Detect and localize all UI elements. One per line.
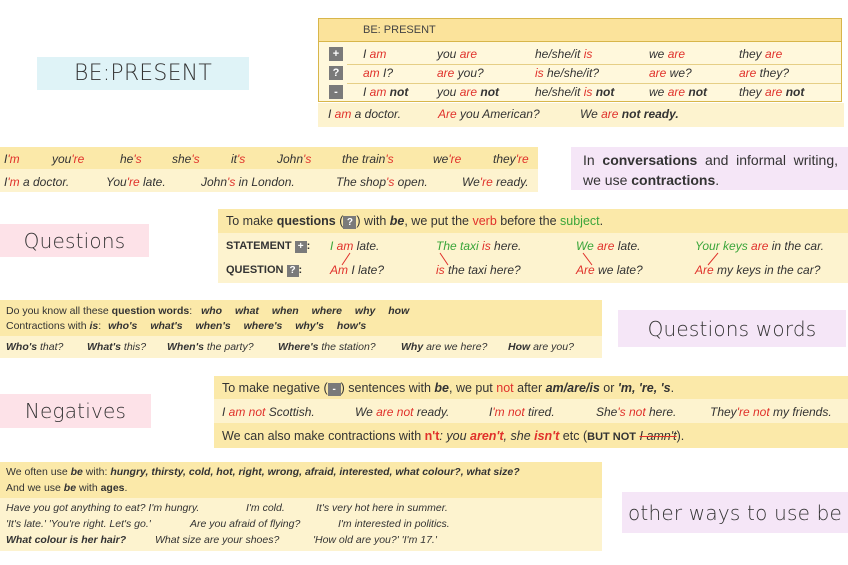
qw-example: How are you? — [508, 341, 574, 353]
statement-example: The taxi is here. — [436, 239, 522, 253]
be-present-label — [37, 57, 249, 90]
qw-example: What's this? — [87, 341, 147, 353]
contraction: you're — [52, 152, 85, 166]
question-example: is the taxi here? — [436, 263, 521, 277]
question-label: QUESTION ? : — [226, 264, 303, 276]
negatives-rule: To make negative ( - ) sentences with be, we put not after am/are/is or 'm, 're, 's. — [222, 381, 675, 395]
other-ways-example: 'It's late.' 'You're right. Let's go.' — [6, 518, 151, 530]
contraction-note: In conversations and informal writing, we use contractions. — [571, 147, 848, 190]
be-cell: you are — [437, 47, 478, 61]
other-ways-line2: And we use be with ages. — [6, 482, 128, 494]
qw-example: Where's the station? — [278, 341, 376, 353]
negative-example: We are not ready. — [355, 405, 450, 419]
be-cell: they are — [739, 47, 783, 61]
be-example: We are not ready. — [580, 107, 679, 121]
be-cell: we are — [649, 47, 686, 61]
contraction-example: The shop's open. — [336, 175, 428, 189]
question-example: Am I late? — [330, 263, 385, 277]
be-example: I am a doctor. — [328, 107, 401, 121]
qw-example: When's the party? — [167, 341, 254, 353]
swap-arrows — [218, 233, 848, 283]
questions-words-label — [618, 310, 846, 347]
contraction: we're — [433, 152, 462, 166]
question-example: Are my keys in the car? — [695, 263, 821, 277]
be-cell: are they? — [739, 66, 790, 80]
other-ways-example: What colour is her hair? — [6, 534, 127, 546]
contraction: they're — [493, 152, 529, 166]
be-cell: I am — [363, 47, 387, 61]
negative-example: She's not here. — [596, 405, 677, 419]
be-table-row-question — [319, 64, 841, 83]
questions-label-text: Questions — [23, 228, 126, 253]
be-table-title: BE: PRESENT — [319, 19, 841, 42]
negative-example: They're not my friends. — [710, 405, 832, 419]
questions-words-label-text: Questions words — [647, 316, 817, 341]
contraction-example: You're late. — [106, 175, 166, 189]
contraction: he's — [120, 152, 142, 166]
negatives-contractions-line: We can also make contractions with n't: you aren't, she isn't etc (BUT NOT I amn't). — [222, 429, 685, 443]
be-cell: is he/she/it? — [535, 66, 600, 80]
qw-example: Who's that? — [6, 341, 64, 353]
be-cell: he/she/it is — [535, 47, 593, 61]
question-icon: ? — [287, 265, 299, 277]
statement-example: I am late. — [330, 239, 380, 253]
question-example: Are we late? — [576, 263, 643, 277]
other-ways-example: I'm interested in politics. — [338, 518, 450, 530]
other-ways-example: What size are your shoes? — [155, 534, 280, 546]
other-ways-example: 'How old are you?' 'I'm 17.' — [313, 534, 437, 546]
negatives-label-text: Negatives — [24, 399, 127, 423]
contraction-example: We're ready. — [462, 175, 529, 189]
contraction: the train's — [342, 152, 394, 166]
statement-label: STATEMENT + : — [226, 240, 311, 252]
minus-icon: - — [328, 383, 341, 396]
question-words-line: Do you know all these question words: who what when where why how — [6, 305, 410, 317]
other-ways-example: I'm cold. — [246, 502, 285, 514]
be-example: Are you American? — [438, 107, 540, 121]
be-cell: we are not — [649, 85, 708, 99]
question-icon: ? — [343, 216, 356, 229]
negatives-label — [0, 394, 151, 428]
be-cell: am I? — [363, 66, 394, 80]
contraction-example: I'm a doctor. — [4, 175, 70, 189]
question-icon: ? — [329, 66, 343, 80]
contraction-example: John's in London. — [201, 175, 295, 189]
be-cell: I am not — [363, 85, 409, 99]
contraction: she's — [172, 152, 200, 166]
contraction: it's — [231, 152, 246, 166]
be-cell: he/she/it is not — [535, 85, 615, 99]
other-ways-label-text: other ways to use be — [627, 500, 843, 525]
be-cell: they are not — [739, 85, 805, 99]
other-ways-label — [622, 492, 848, 533]
plus-icon: + — [295, 241, 307, 253]
plus-icon: + — [329, 47, 343, 61]
question-words-contractions: Contractions with is: who's what's when's where's why's how's — [6, 320, 367, 332]
negative-example: I am not Scottish. — [222, 405, 315, 419]
questions-rule: To make questions ( ? ) with be, we put the verb before the subject. — [226, 214, 604, 228]
other-ways-example: Have you got anything to eat? I'm hungry. — [6, 502, 200, 514]
contraction: John's — [277, 152, 312, 166]
be-cell: are you? — [437, 66, 484, 80]
qw-example: Why are we here? — [401, 341, 488, 353]
other-ways-example: It's very hot here in summer. — [316, 502, 448, 514]
statement-example: Your keys are in the car. — [695, 239, 824, 253]
be-present-table — [318, 18, 842, 102]
be-present-label-text: BE:PRESENT — [74, 61, 212, 86]
minus-icon: - — [329, 85, 343, 99]
other-ways-line1: We often use be with: hungry, thirsty, cold, hot, right, wrong, afraid, interested, what colour?, what size? — [6, 466, 520, 478]
questions-label — [0, 224, 149, 257]
statement-example: We are late. — [576, 239, 641, 253]
be-table-row-positive — [319, 45, 841, 64]
negative-example: I'm not tired. — [489, 405, 555, 419]
contraction: I'm — [4, 152, 20, 166]
be-cell: you are not — [437, 85, 500, 99]
be-cell: are we? — [649, 66, 692, 80]
other-ways-example: Are you afraid of flying? — [190, 518, 301, 530]
be-table-row-negative — [319, 83, 841, 102]
